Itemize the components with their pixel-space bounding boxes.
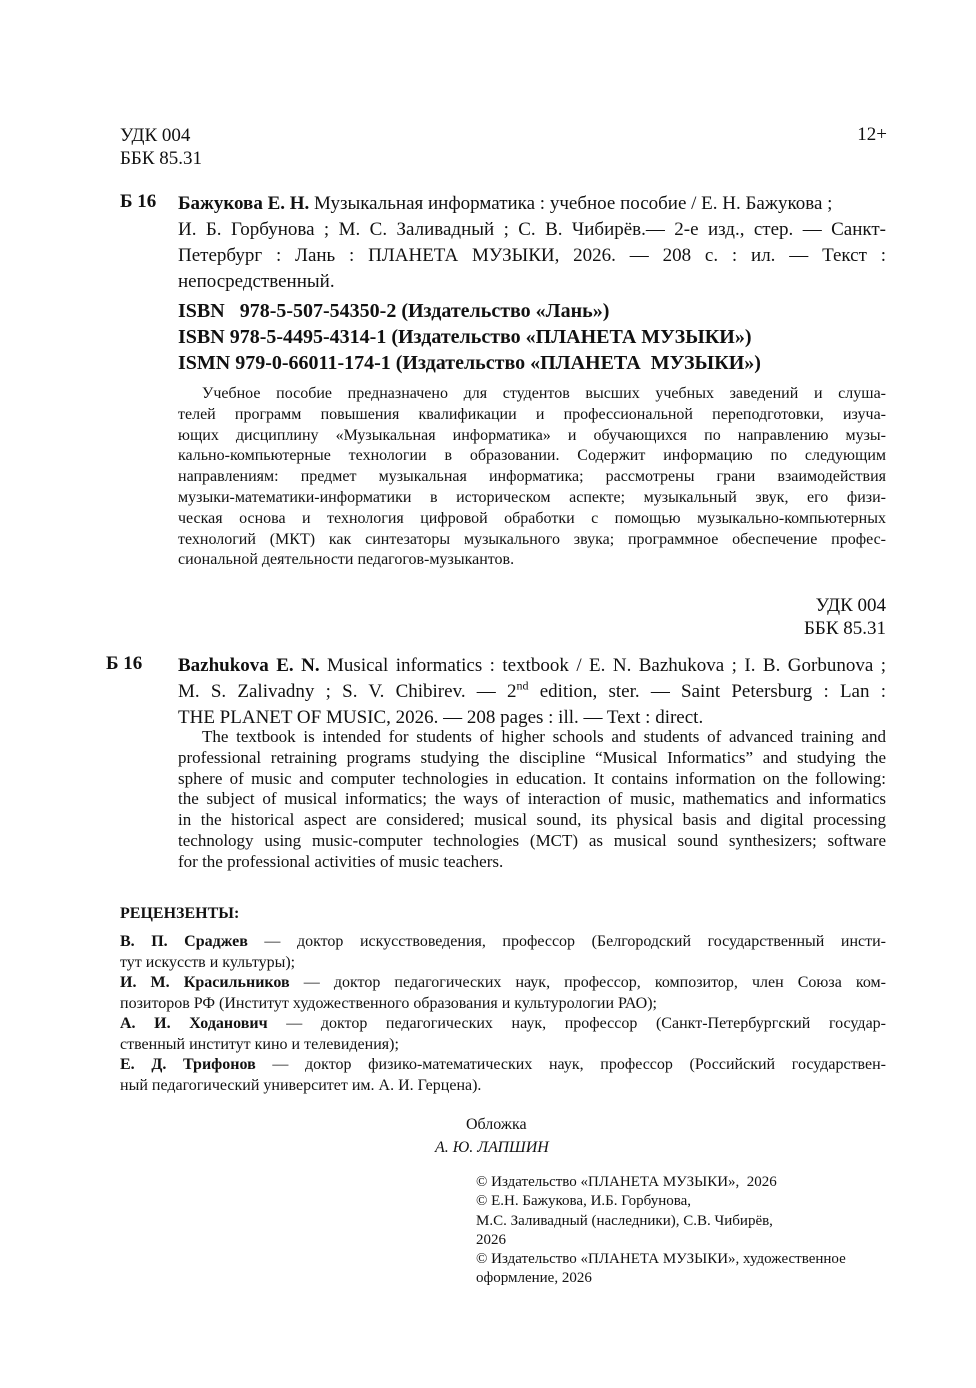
isbn-list	[178, 298, 761, 376]
annotation-en-line: in the historical aspect are considered; musical sound, its physical basis and digital processing	[178, 810, 886, 830]
copyright-block	[476, 1173, 846, 1289]
reviewer-name: А. И. Ходанович	[120, 1015, 268, 1032]
entry-en-line-1	[178, 653, 886, 679]
annotation-ru-line: сиональной деятельности педагогов-музыкантов.	[178, 551, 515, 569]
ismn-planeta: ISMN 979-0-66011-174-1 (Издательство «ПЛАНЕТА МУЗЫКИ»)	[178, 352, 761, 374]
entry-en-line-2	[178, 679, 886, 705]
entry-ru-line-3: Петербург : Лань : ПЛАНЕТА МУЗЫКИ, 2026. — 208 с. : ил. — Текст :	[178, 245, 886, 266]
reviewer-line: тут искусств и культуры);	[120, 953, 296, 971]
header-classification	[120, 124, 202, 170]
reviewer-line	[120, 1014, 886, 1035]
isbn-lan: ISBN 978-5-507-54350-2 (Издательство «Лань»)	[178, 300, 610, 322]
author-ru: Бажукова Е. Н.	[178, 193, 310, 214]
entry-en-line-2-a: M. S. Zalivadny ; S. V. Chibirev. — 2	[178, 681, 517, 702]
entry-en-line-2-b: edition, ster. — Saint Petersburg : Lan :	[528, 681, 886, 702]
annotation-ru-line: направлениям: предмет музыкальная информатика; рассмотрены грани взаимодействия	[178, 468, 886, 486]
reviewer-desc: — доктор педагогических наук, профессор, композитор, член Союза ком-	[289, 974, 886, 991]
bbk-code-en: ББК 85.31	[804, 618, 886, 639]
reviewer-desc: — доктор физико-математических наук, профессор (Российский государствен-	[255, 1056, 887, 1073]
entry-en-line-1-text: Musical informatics : textbook / E. N. Bazhukova ; I. B. Gorbunova ;	[319, 655, 886, 676]
entry-ru-line-4: непосредственный.	[178, 271, 335, 292]
author-en: Bazhukova E. N.	[178, 655, 320, 676]
reviewer-name: И. М. Красильников	[120, 974, 290, 991]
reviewer-desc: — доктор искусствоведения, профессор (Белгородский государственный инсти-	[247, 933, 887, 950]
reviewer-desc: — доктор педагогических наук, профессор (Санкт-Петербургский государ-	[267, 1015, 886, 1032]
bibliographic-entry-ru	[178, 191, 886, 295]
reviewer-name: Е. Д. Трифонов	[120, 1056, 256, 1073]
copyright-line: © Е.Н. Бажукова, И.Б. Горбунова,	[476, 1193, 692, 1210]
annotation-ru-line: кально-компьютерные технологии в образовании. Содержит информацию по следующим	[178, 447, 886, 465]
bibliographic-entry-en	[178, 653, 886, 731]
reviewer-line: ственный институт кино и телевидения);	[120, 1035, 399, 1053]
annotation-en-line: the subject of musical informatics; the ways of interaction of music, mathematics and informatics	[178, 789, 886, 809]
annotation-en	[178, 727, 886, 873]
annotation-ru-line: телей программ повышения квалификации и профессиональной переподготовки, изуча-	[178, 405, 886, 423]
copyright-line: М.С. Заливадный (наследники), С.В. Чибирёв,	[476, 1212, 773, 1229]
entry-en-line-3: THE PLANET OF MUSIC, 2026. — 208 pages : ill. — Text : direct.	[178, 707, 704, 728]
udk-code-en: УДК 004	[815, 595, 886, 616]
annotation-en-line: technology using music-computer technologies (MCT) as musical sound synthesizers; software	[178, 830, 886, 850]
cover-label: Обложка	[466, 1116, 527, 1133]
udk-code: УДК 004	[120, 125, 191, 146]
reviewer-line: позиторов РФ (Институт художественного образования и культурологии РАО);	[120, 994, 657, 1012]
age-rating: 12+	[857, 124, 887, 145]
annotation-ru	[178, 384, 886, 571]
cover-designer: А. Ю. ЛАПШИН	[435, 1139, 549, 1156]
reviewer-line: ный педагогический университет им. А. И. Герцена).	[120, 1076, 482, 1094]
annotation-ru-line: технологий (МКТ) как синтезаторы музыкального звука; программное обеспечение профес-	[178, 530, 886, 548]
author-mark-ru: Б 16	[120, 191, 157, 212]
entry-ru-line-1-text: Музыкальная информатика : учебное пособие / Е. Н. Бажукова ;	[309, 193, 833, 214]
annotation-en-line: for the professional activities of music teachers.	[178, 851, 504, 871]
reviewer-name: В. П. Сраджев	[120, 933, 248, 950]
classification-en	[804, 594, 886, 640]
annotation-ru-line: ческая основа и технология цифровой обработки с помощью музыкально-компьютерных	[178, 509, 886, 527]
entry-ru-line-1	[178, 191, 886, 217]
annotation-en-line: sphere of music and computer technologies in education. It contains information on the following:	[178, 768, 886, 788]
isbn-planeta: ISBN 978-5-4495-4314-1 (Издательство «ПЛАНЕТА МУЗЫКИ»)	[178, 326, 752, 348]
annotation-en-line: professional retraining programs studying the discipline “Musical Informatics” and studying the	[178, 747, 886, 767]
copyright-line: © Издательство «ПЛАНЕТА МУЗЫКИ», художественное	[476, 1251, 846, 1268]
copyright-line: © Издательство «ПЛАНЕТА МУЗЫКИ», 2026	[476, 1174, 777, 1190]
annotation-ru-line: ющих дисциплину «Музыкальная информатика» и обучающихся по направлению музы-	[178, 426, 886, 444]
edition-superscript: nd	[516, 678, 529, 693]
reviewers-list	[120, 932, 886, 1096]
annotation-en-line: The textbook is intended for students of higher schools and students of advanced training and	[202, 727, 886, 746]
copyright-line: 2026	[476, 1231, 506, 1248]
bbk-code: ББК 85.31	[120, 148, 202, 169]
reviewer-line	[120, 973, 886, 994]
entry-ru-line-2: И. Б. Горбунова ; М. С. Заливадный ; С. В. Чибирёв.— 2-е изд., стер. — Санкт-	[178, 219, 886, 240]
annotation-ru-line: музыки-математики-информатики в историческом аспекте; музыкальный звук, его физи-	[178, 488, 886, 506]
reviewers-heading: РЕЦЕНЗЕНТЫ:	[120, 905, 240, 922]
author-mark-en: Б 16	[106, 653, 143, 674]
copyright-line: оформление, 2026	[476, 1270, 592, 1287]
reviewer-line	[120, 932, 886, 953]
annotation-ru-line: Учебное пособие предназначено для студентов высших учебных заведений и слуша-	[202, 385, 886, 402]
reviewer-line	[120, 1055, 886, 1076]
